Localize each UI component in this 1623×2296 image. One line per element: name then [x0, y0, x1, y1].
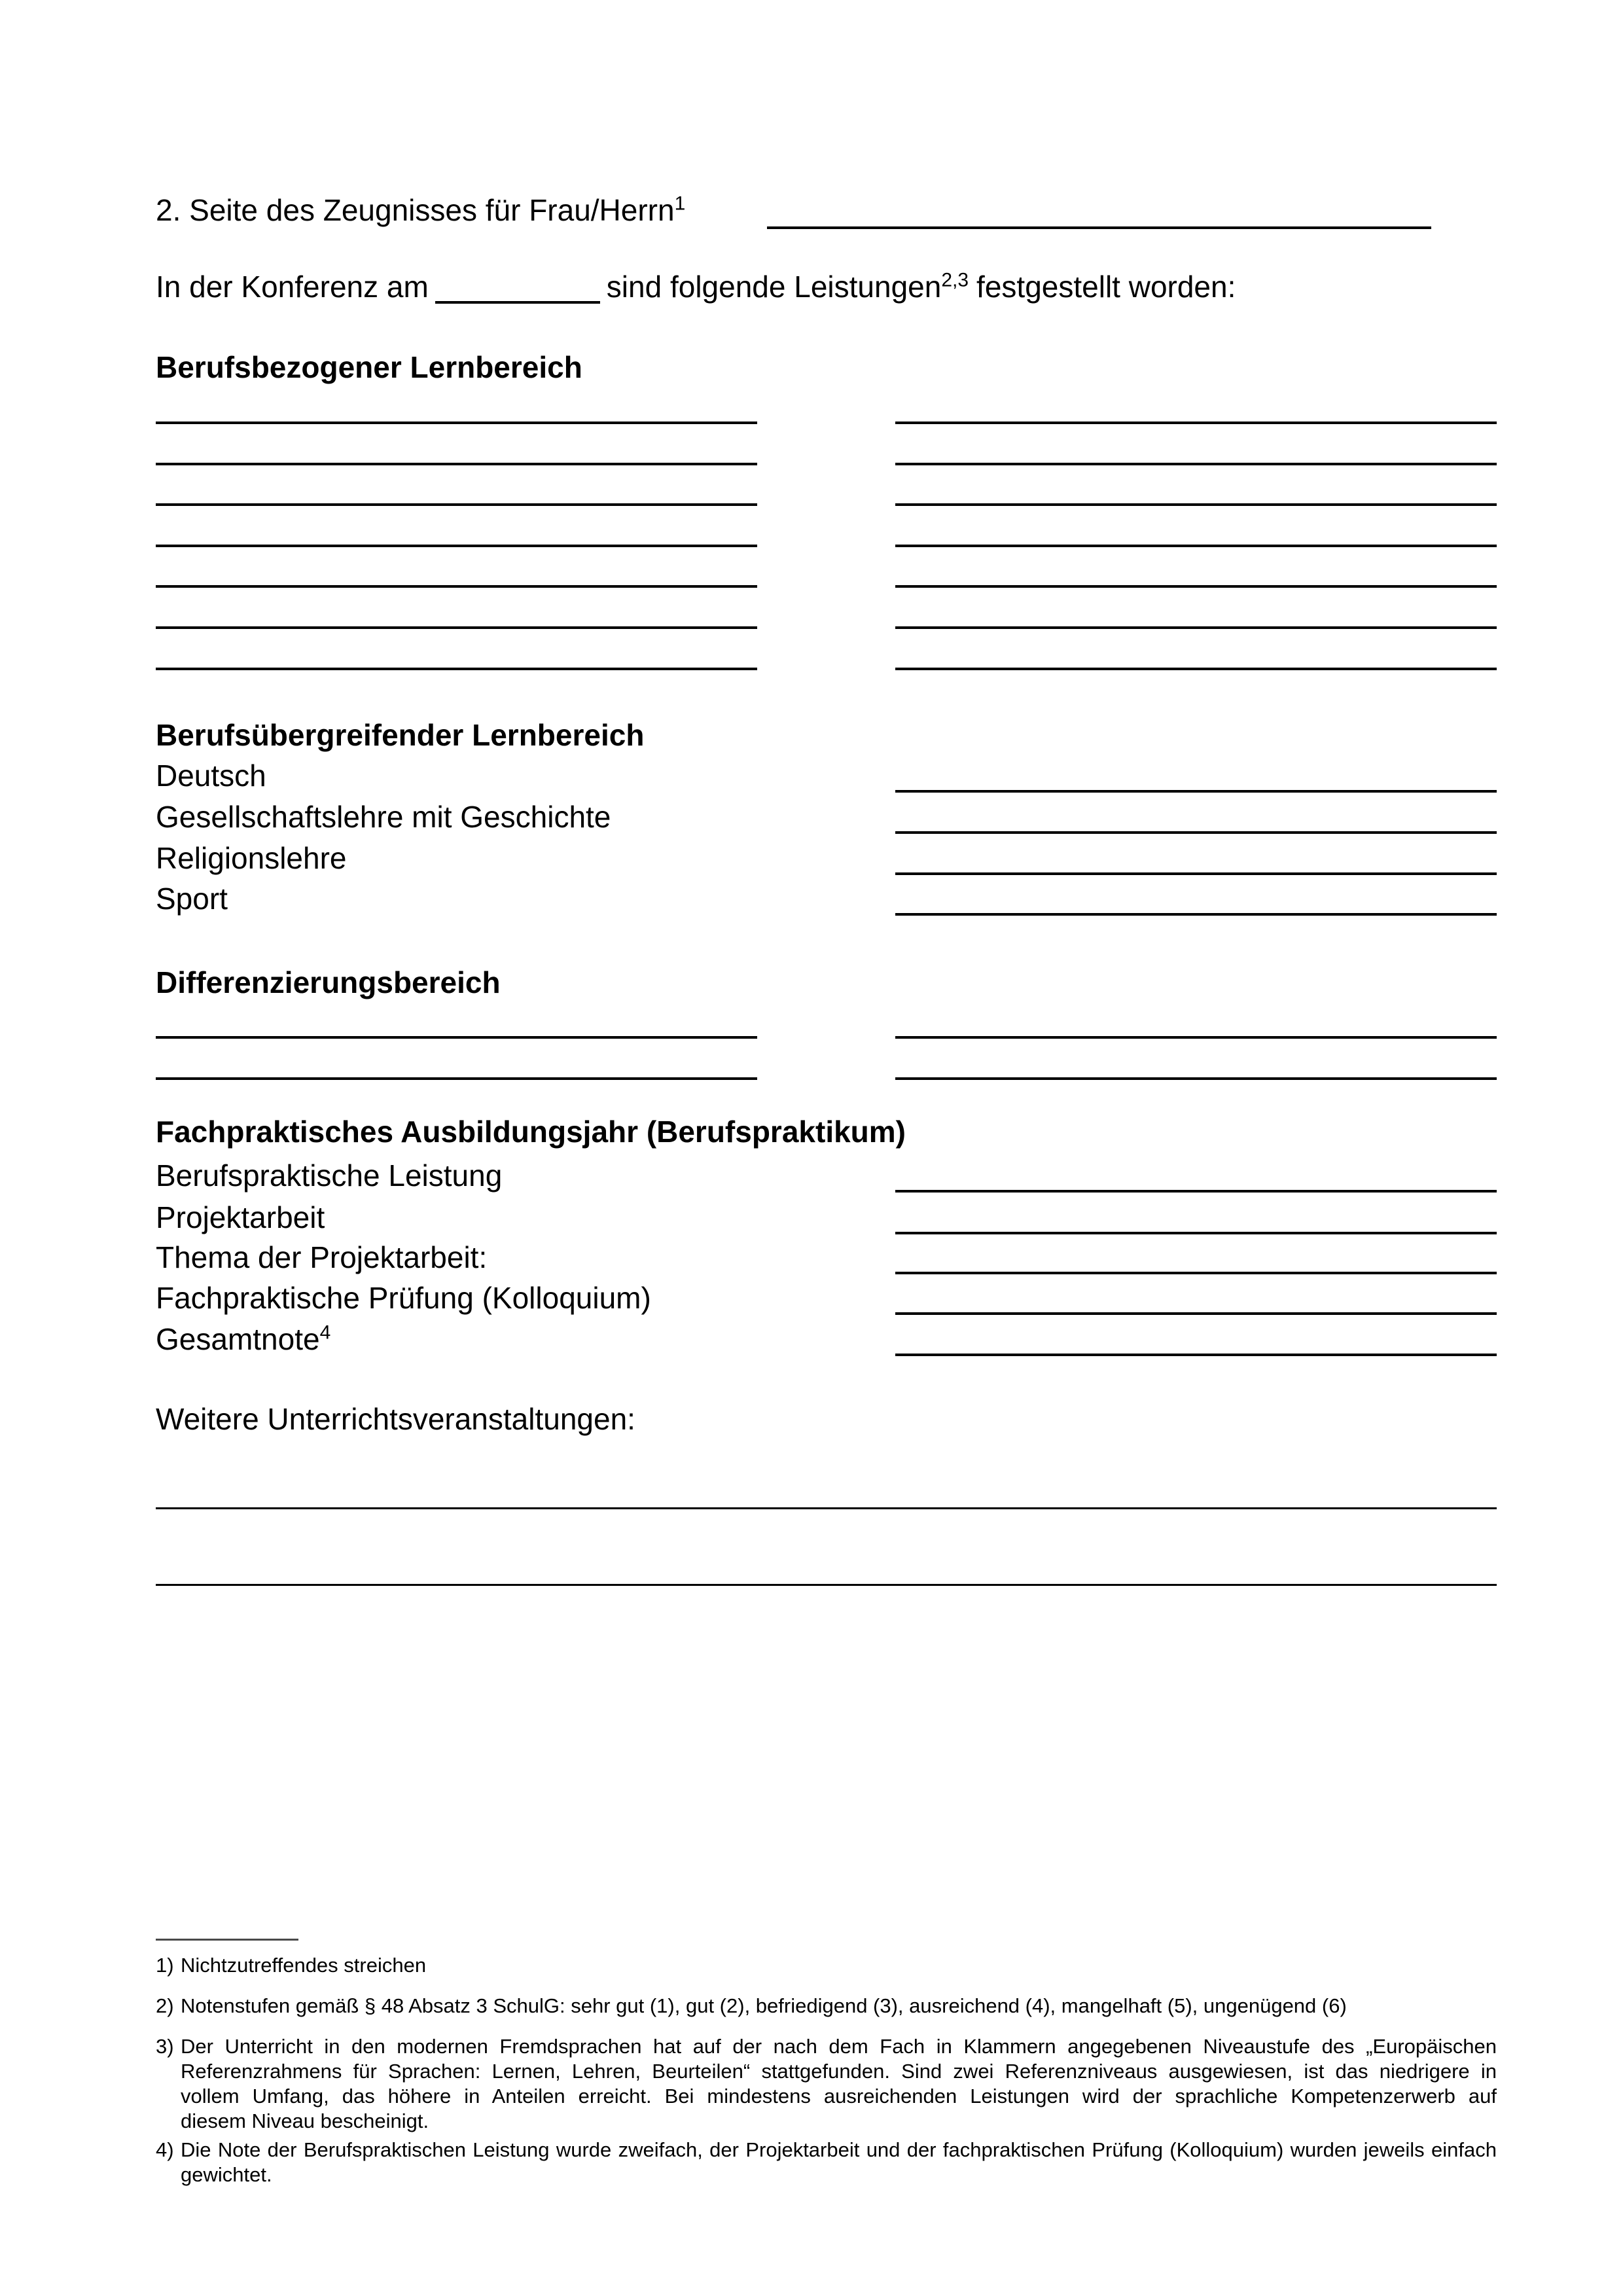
thema-blank-field[interactable] — [895, 1272, 1497, 1274]
footnote-3-line: Referenzrahmens für Sprachen: Lernen, Lehren, Beurteilen“ stattgefunden. Sind zwei Referenzniveaus ausgewiesen, ist das niedrigere in — [181, 2060, 1497, 2083]
subject-label-thema-der-projektarbeit: Thema der Projektarbeit: — [156, 1240, 488, 1274]
subject-label-gesamtnote — [156, 1322, 330, 1356]
grade-blank-field-berufspraktische-leistung[interactable] — [895, 1190, 1497, 1193]
grade-blank-field[interactable] — [895, 668, 1497, 670]
weitere-unterrichtsveranstaltungen-label: Weitere Unterrichtsveranstaltungen: — [156, 1402, 635, 1436]
footnote-4-number: 4) — [156, 2138, 174, 2161]
grade-blank-field-gesamtnote[interactable] — [895, 1354, 1497, 1356]
grade-blank-field[interactable] — [895, 1077, 1497, 1080]
grade-blank-field[interactable] — [895, 422, 1497, 424]
footnote-ref-4: 4 — [319, 1321, 331, 1344]
footnote-4-line: gewichtet. — [181, 2163, 272, 2186]
footnote-4-line: Die Note der Berufspraktischen Leistung wurde zweifach, der Projektarbeit und der fachpraktischen Prüfung (Kolloquium) wurden jeweils einfach — [181, 2138, 1497, 2161]
subject-label-gesellschaftslehre: Gesellschaftslehre mit Geschichte — [156, 800, 611, 834]
footnote-3-line: vollem Umfang, das höhere in Anteilen erreicht. Bei mindestens ausreichenden Leistungen wird der sprachliche Kompetenzerwerb auf — [181, 2085, 1497, 2108]
weitere-blank-field[interactable] — [156, 1507, 1497, 1509]
section-heading-differenzierungsbereich: Differenzierungsbereich — [156, 965, 501, 999]
subject-blank-field[interactable] — [156, 422, 757, 424]
conference-text-after-date: sind folgende Leistungen — [606, 270, 942, 304]
subject-label-fachpraktische-pruefung: Fachpraktische Prüfung (Kolloquium) — [156, 1281, 651, 1315]
footnote-3-line: Der Unterricht in den modernen Fremdsprachen hat auf der nach dem Fach in Klammern angegebenen Niveaustufe des „Europäischen — [181, 2035, 1497, 2058]
grade-blank-field[interactable] — [895, 545, 1497, 547]
grade-blank-field[interactable] — [895, 585, 1497, 588]
subject-label-sport: Sport — [156, 882, 228, 916]
subject-label-religionslehre: Religionslehre — [156, 841, 347, 875]
subject-blank-field[interactable] — [156, 503, 757, 506]
subject-blank-field[interactable] — [156, 626, 757, 629]
conference-date-blank-field[interactable] — [435, 300, 600, 304]
subject-blank-field[interactable] — [156, 545, 757, 547]
subject-blank-field[interactable] — [156, 668, 757, 670]
footnote-separator — [156, 1939, 298, 1941]
conference-sentence — [156, 270, 1236, 304]
grade-blank-field-deutsch[interactable] — [895, 790, 1497, 793]
footnote-3-number: 3) — [156, 2035, 174, 2058]
grade-blank-field[interactable] — [895, 626, 1497, 629]
gesamtnote-text: Gesamtnote — [156, 1322, 320, 1356]
name-blank-field[interactable] — [767, 226, 1431, 229]
subject-blank-field[interactable] — [156, 1036, 757, 1039]
footnote-2 — [156, 1994, 1497, 2018]
footnote-1 — [156, 1953, 1497, 1978]
grade-blank-field-gesellschaftslehre[interactable] — [895, 831, 1497, 834]
footnote-ref-2-3: 2,3 — [941, 269, 969, 291]
footnote-2-text — [181, 1994, 1497, 2018]
section-heading-fachpraktisches-ausbildungsjahr: Fachpraktisches Ausbildungsjahr (Berufspraktikum) — [156, 1115, 906, 1149]
weitere-blank-field[interactable] — [156, 1584, 1497, 1586]
footnote-1-line: Nichtzutreffendes streichen — [181, 1954, 427, 1977]
section-heading-berufsbezogener-lernbereich: Berufsbezogener Lernbereich — [156, 350, 582, 384]
footnote-3 — [156, 2034, 1497, 2134]
page-title — [156, 193, 685, 227]
footnote-2-number: 2) — [156, 1994, 174, 2017]
grade-blank-field-projektarbeit[interactable] — [895, 1232, 1497, 1234]
subject-blank-field[interactable] — [156, 1077, 757, 1080]
section-heading-berufsuebergreifender-lernbereich: Berufsübergreifender Lernbereich — [156, 718, 645, 752]
footnote-2-line: Notenstufen gemäß § 48 Absatz 3 SchulG: sehr gut (1), gut (2), befriedigend (3), ausreichend (4), mangelhaft (5), ungenügend (6) — [181, 1994, 1347, 2017]
grade-blank-field-religionslehre[interactable] — [895, 872, 1497, 875]
footnote-3-text — [181, 2034, 1497, 2134]
page-title-text: 2. Seite des Zeugnisses für Frau/Herrn — [156, 193, 675, 227]
footnote-ref-1: 1 — [674, 192, 686, 215]
footnote-3-line: diesem Niveau bescheinigt. — [181, 2109, 429, 2132]
grade-blank-field[interactable] — [895, 503, 1497, 506]
conference-text-before-date: In der Konferenz am — [156, 270, 429, 304]
grade-blank-field-fachpraktische-pruefung[interactable] — [895, 1312, 1497, 1315]
footnote-4-text — [181, 2138, 1497, 2187]
grade-blank-field-sport[interactable] — [895, 913, 1497, 916]
footnote-1-number: 1) — [156, 1954, 174, 1977]
subject-label-projektarbeit: Projektarbeit — [156, 1200, 325, 1234]
footnote-1-text — [181, 1953, 1497, 1978]
grade-blank-field[interactable] — [895, 463, 1497, 465]
subject-blank-field[interactable] — [156, 585, 757, 588]
subject-label-deutsch: Deutsch — [156, 759, 266, 793]
grade-blank-field[interactable] — [895, 1036, 1497, 1039]
conference-text-tail: festgestellt worden: — [976, 270, 1236, 304]
subject-label-berufspraktische-leistung: Berufspraktische Leistung — [156, 1158, 503, 1193]
subject-blank-field[interactable] — [156, 463, 757, 465]
footnote-4 — [156, 2138, 1497, 2187]
